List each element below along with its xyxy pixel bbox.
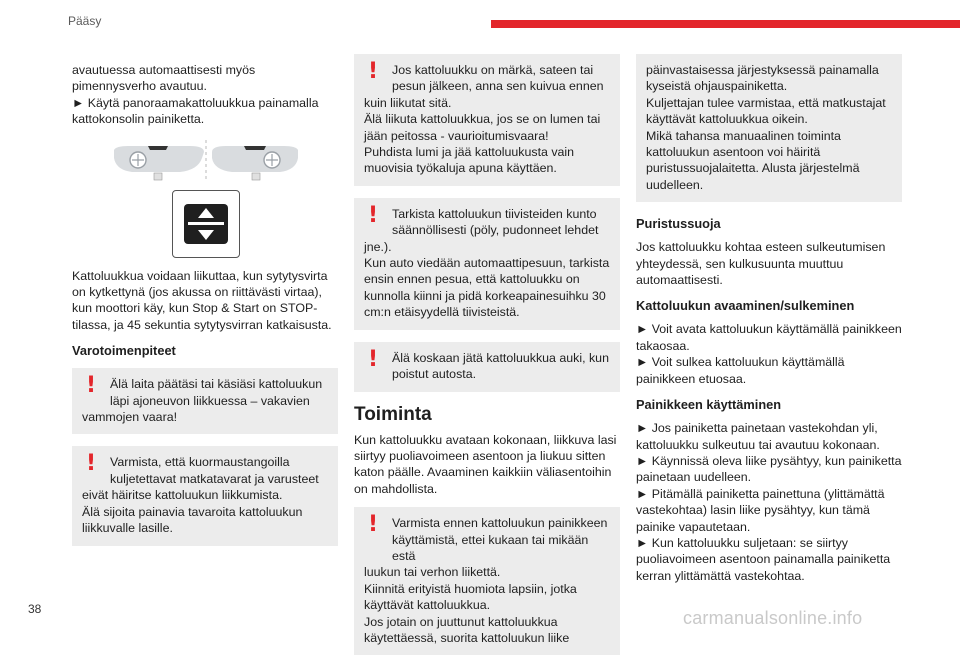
intro-text: avautuessa automaattisesti myös pimennysverho avautuu. ► Käytä panoraamakattoluukkua painamalla kattokonsolin painiketta. xyxy=(72,63,319,127)
heading-precautions: Varotoimenpiteet xyxy=(72,343,176,359)
pinch-text: Jos kattoluukku kohtaa esteen sulkeutumisen yhteydessä, sen kulkusuunta muuttuu automaattisesti. xyxy=(636,240,886,288)
warning-exclamation-icon: ! xyxy=(86,373,97,399)
warning-box: ! Tarkista kattoluukun tiivisteiden kunto säännöllisesti (pöly, pudonneet lehdet jne.). Kun auto viedään automaattipesuun, tarkista ensin ennen pesua, että kattoluukku on kunnolla kiinni ja pidä korkeapainesuihku 30 cm:n etäisyydellä tiivisteistä. xyxy=(354,198,620,330)
warning-box: ! Älä koskaan jätä kattoluukkua auki, kun poistut autosta. xyxy=(354,342,620,392)
column-1 xyxy=(72,62,338,558)
sunroof-button-illustration xyxy=(172,190,240,258)
heading-operation: Toiminta xyxy=(354,403,432,425)
column-2 xyxy=(354,54,620,667)
body-text: Kattoluukkua voidaan liikuttaa, kun sytytysvirta on kytkettynä (jos akussa on riittävästi virtaa), kun moottori käy, kun Stop & Start on STOP- tilassa, ja 45 sekuntia sytytysvirran katkaisusta. xyxy=(72,268,332,332)
header-accent-bar xyxy=(491,20,960,28)
header-section-title: Pääsy xyxy=(68,14,102,28)
warning-box: ! Älä laita päätäsi tai käsiäsi kattoluukun läpi ajoneuvon liikkuessa – vakavien vammojen vaara! xyxy=(72,368,338,434)
warning-exclamation-icon: ! xyxy=(368,202,379,228)
heading-button-use: Painikkeen käyttäminen xyxy=(636,397,782,413)
warning-box: ! Varmista, että kuormaustangoilla kuljetettavat matkatavarat ja varusteet eivät häiritse kattoluukun liikkumista. Älä sijoita painavia tavaroita kattoluukun liikkuvalle lasille. xyxy=(72,446,338,545)
warning-exclamation-icon: ! xyxy=(368,512,379,538)
sunroof-button-icon xyxy=(182,200,230,248)
heading-open-close: Kattoluukun avaaminen/sulkeminen xyxy=(636,298,855,314)
warning-box-continued: päinvastaisessa järjestyksessä painamalla kyseistä ohjauspainiketta. Kuljettajan tulee varmistaa, että matkustajat käyttävät kattoluukkua oikein. Mikä tahansa manuaalinen toiminta kattoluukun asentoon voi häiritä puristussuojalaitetta. Alusta järjestelmä uudelleen. xyxy=(636,54,902,202)
roof-console-illustration xyxy=(72,138,338,182)
watermark: carmanualsonline.info xyxy=(683,608,863,628)
warning-box: ! Jos kattoluukku on märkä, sateen tai pesun jälkeen, anna sen kuivua ennen kuin liikutat sitä. Älä liikuta kattoluukkua, jos se on lumen tai jään peitossa - vaurioitumisvaara! Puhdista lumi ja jää kattoluukusta vain muovisia työkaluja apuna käyttäen. xyxy=(354,54,620,186)
body-text: Kun kattoluukku avataan kokonaan, liikkuva lasi siirtyy puoliavoimeen asentoon ja liukuu sitten katon päälle. Avaaminen kaikkiin väliasentoihin on mahdollista. xyxy=(354,432,617,496)
warning-exclamation-icon: ! xyxy=(368,346,379,372)
warning-exclamation-icon: ! xyxy=(368,59,379,84)
column-3 xyxy=(636,54,902,588)
open-close-text: ► Voit avata kattoluukun käyttämällä painikkeen takaosaa. ► Voit sulkea kattoluukun käyttämällä painikkeen etuosaa. xyxy=(636,322,902,386)
page-number: 38 xyxy=(28,602,42,616)
heading-pinch-protection: Puristussuoja xyxy=(636,216,721,232)
button-use-text: ► Jos painiketta painetaan vastekohdan yli, kattoluukku sulkeutuu tai avautuu kokonaan. ► Käynnissä oleva liike pysähtyy, kun painiketta painetaan uudelleen. ► Pitämällä painiketta painettuna (ylittämättä vastekohtaa) lasin liike pysähtyy, kun tämä painike vapautetaan. ► Kun kattoluukku suljetaan: se siirtyy puoliavoimeen asentoon painamalla painiketta kerran ylittämättä vastekohtaa. xyxy=(636,421,902,583)
warning-box: ! Varmista ennen kattoluukun painikkeen käyttämistä, ettei kukaan tai mikään estä luukun tai verhon liikettä. Kiinnitä erityistä huomiota lapsiin, jotka käyttävät kattoluukkua. Jos jotain on juuttunut kattoluukkua käytettäessä, suorita kattoluukun liike xyxy=(354,507,620,655)
warning-exclamation-icon: ! xyxy=(86,451,97,477)
roof-console-icon xyxy=(72,138,338,182)
